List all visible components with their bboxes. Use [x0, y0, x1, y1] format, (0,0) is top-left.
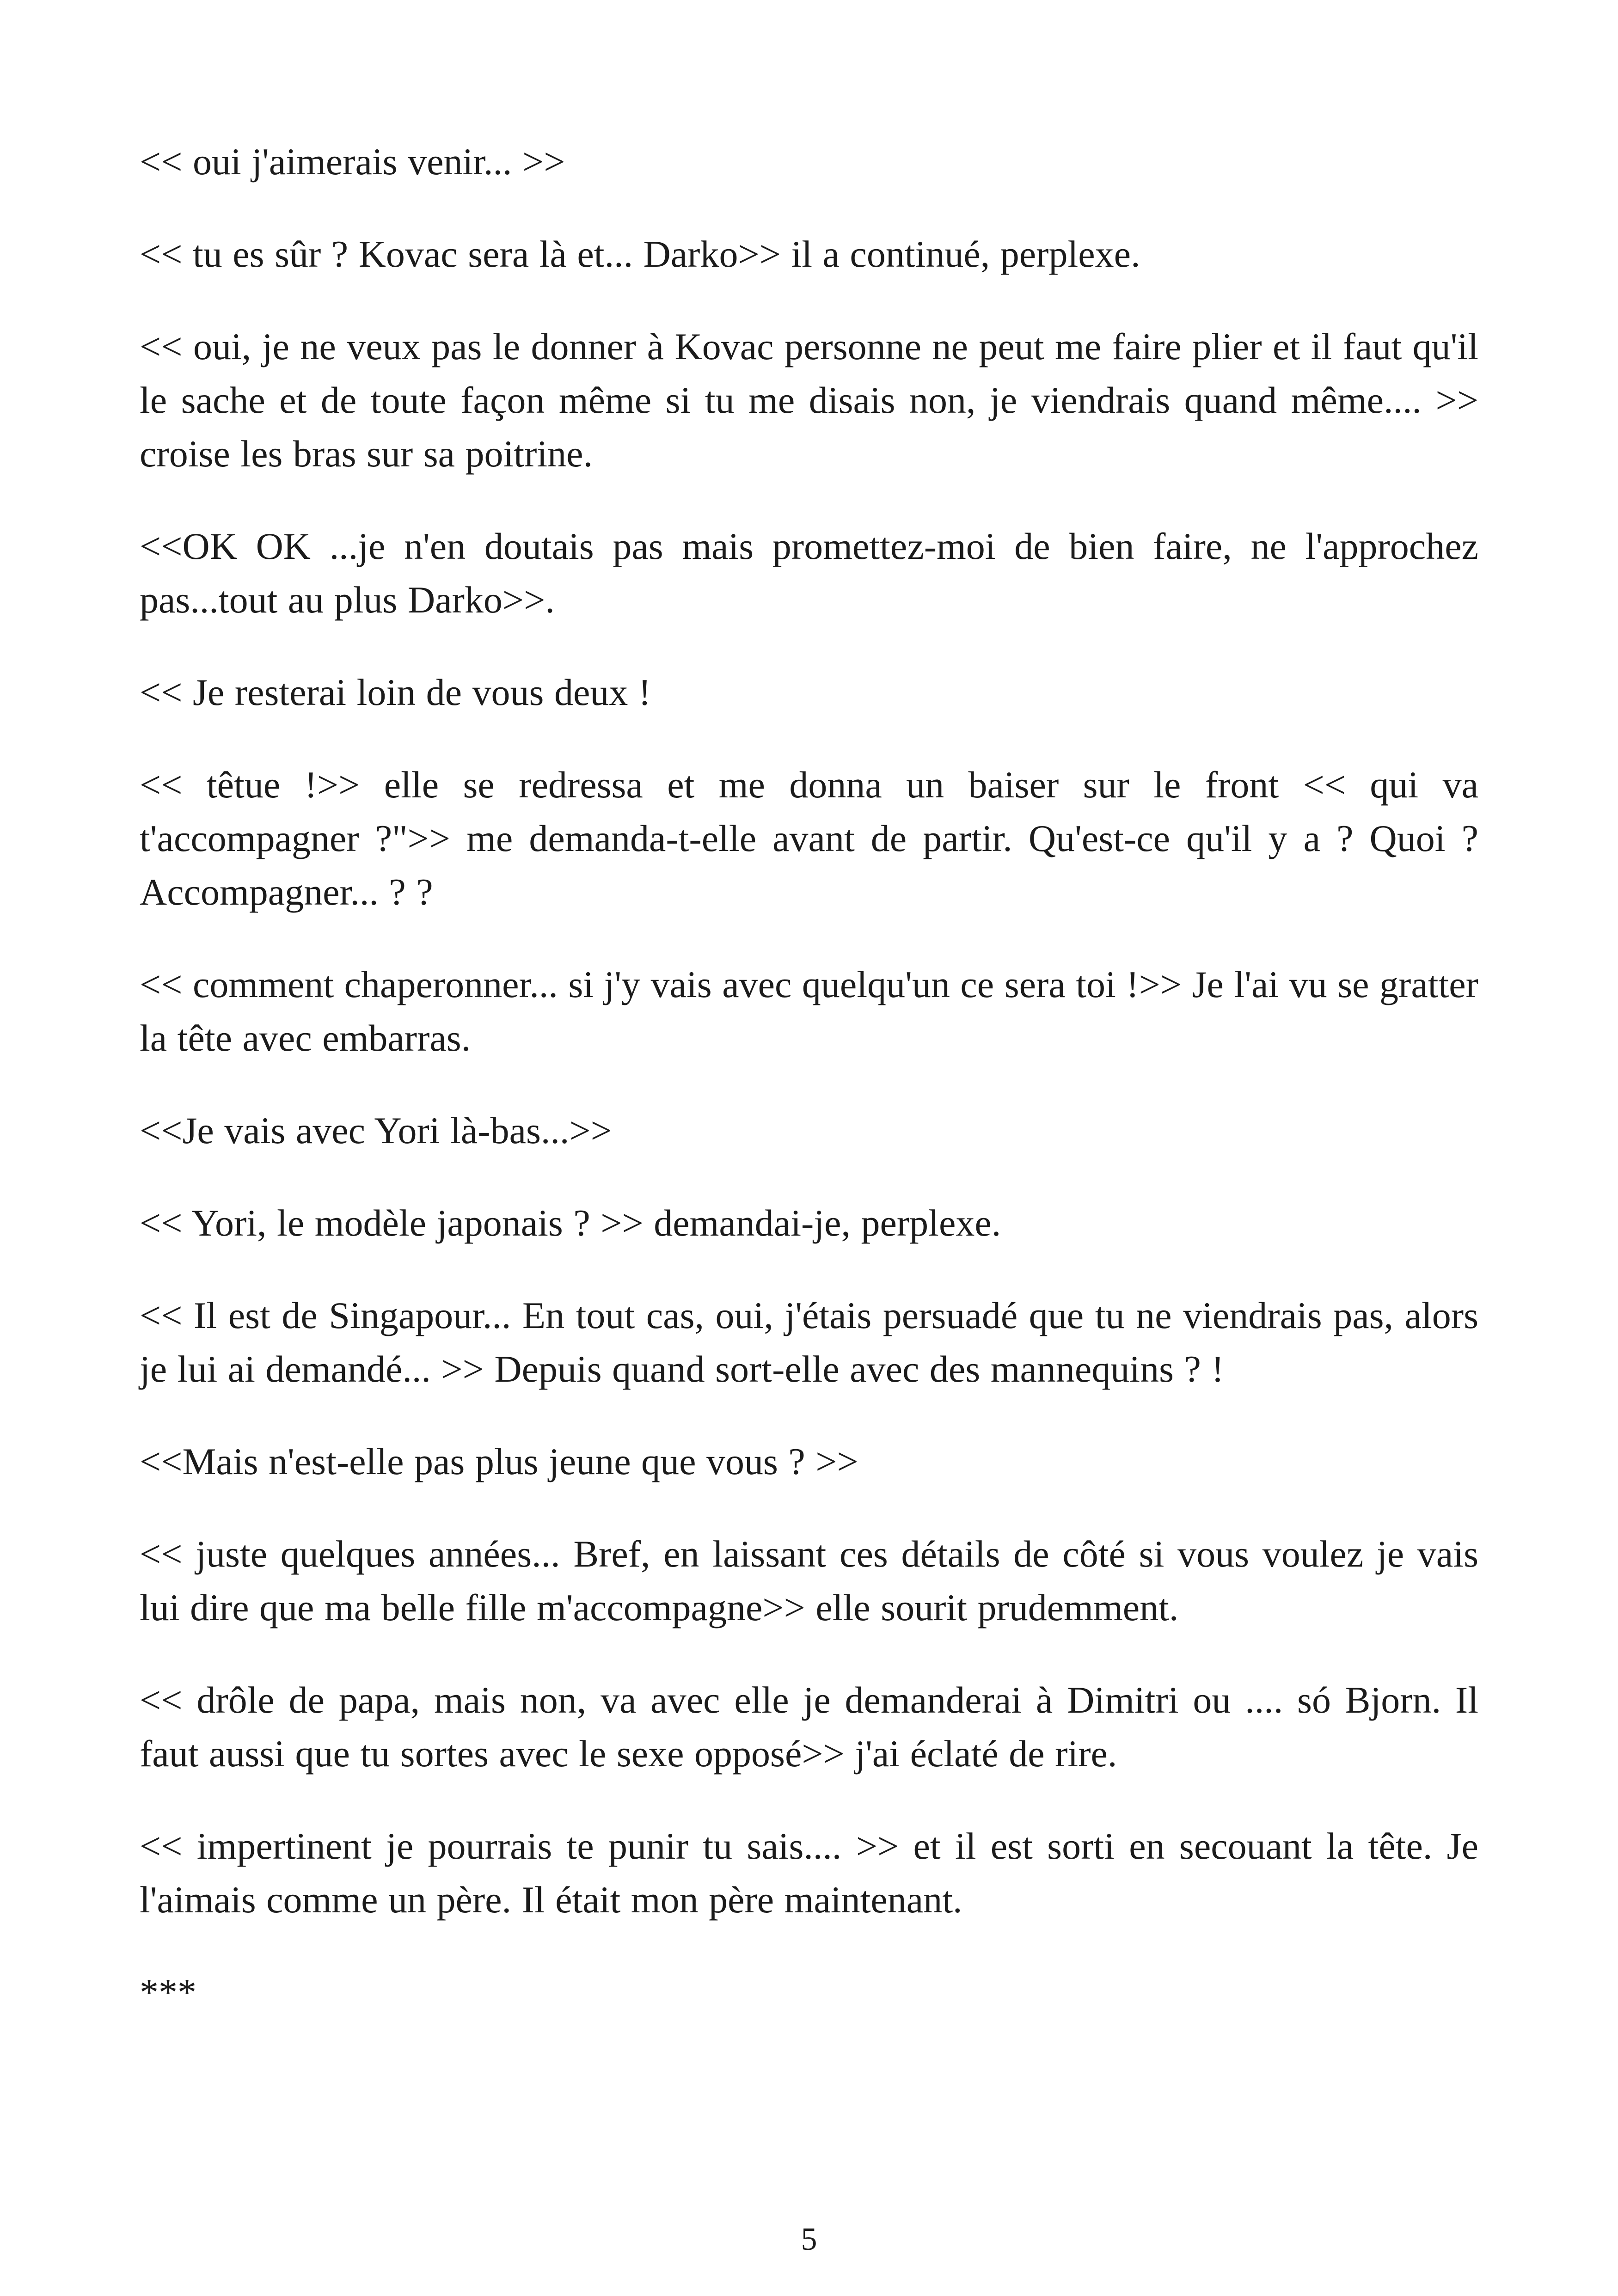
paragraph: << Il est de Singapour... En tout cas, oui, j'étais persuadé que tu ne viendrais pas, alors je lui ai demandé... >> Depuis quand sort-elle avec des mannequins ? ! — [140, 1294, 1478, 1390]
paragraph: << Yori, le modèle japonais ? >> demandai-je, perplexe. — [140, 1202, 1001, 1244]
paragraph: << têtue !>> elle se redressa et me donna un baiser sur le front << qui va t'accompagner ?">> me demanda-t-elle avant de partir. Qu'est-ce qu'il y a ? Quoi ? Accompagner... ? ? — [140, 764, 1478, 913]
paragraph: <<Mais n'est-elle pas plus jeune que vous ? >> — [140, 1440, 858, 1482]
paragraph: <<Je vais avec Yori là-bas...>> — [140, 1109, 612, 1151]
paragraph: << Je resterai loin de vous deux ! — [140, 671, 651, 713]
paragraph: << tu es sûr ? Kovac sera là et... Darko>> il a continué, perplexe. — [140, 233, 1140, 275]
paragraph: <<OK OK ...je n'en doutais pas mais promettez-moi de bien faire, ne l'approchez pas...tout au plus Darko>>. — [140, 525, 1478, 621]
paragraph: << comment chaperonner... si j'y vais avec quelqu'un ce sera toi !>> Je l'ai vu se gratter la tête avec embarras. — [140, 963, 1478, 1059]
paragraph: << oui j'aimerais venir... >> — [140, 141, 565, 183]
paragraph: << oui, je ne veux pas le donner à Kovac personne ne peut me faire plier et il faut qu'il le sache et de toute façon même si tu me disais non, je viendrais quand même.... >> croise les bras sur sa poitrine. — [140, 325, 1478, 475]
body-text — [140, 135, 1478, 2058]
paragraph: << impertinent je pourrais te punir tu sais.... >> et il est sorti en secouant la tête. Je l'aimais comme un père. Il était mon père maintenant. — [140, 1825, 1478, 1921]
paragraph: << drôle de papa, mais non, va avec elle je demanderai à Dimitri ou .... só Bjorn. Il faut aussi que tu sortes avec le sexe opposé>> j'ai éclaté de rire. — [140, 1679, 1478, 1775]
paragraph: << juste quelques années... Bref, en laissant ces détails de côté si vous voulez je vais lui dire que ma belle fille m'accompagne>> elle sourit prudemment. — [140, 1533, 1478, 1629]
section-separator: *** — [140, 1971, 196, 2013]
page-number: 5 — [801, 2222, 817, 2257]
